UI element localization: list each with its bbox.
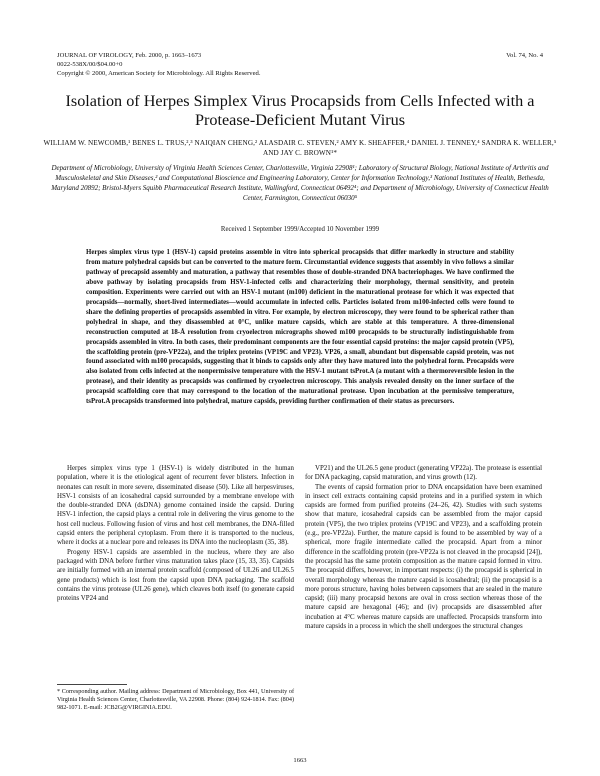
- body-paragraph: The events of capsid formation prior to DNA encapsidation have been examined in insect cell extracts containing capsid proteins and in a purified system in which capsids are formed from purified proteins (24–26, 42). Studies with such systems show that mature, icosahedral capsids can be assembled from the major capsid protein (VP5), the two triplex proteins (VP19C and VP23), and a scaffolding protein (e.g., pre-VP22a). Further, the mature capsid is found to be assembled by way of a spherical, more fragile intermediate called the procapsid. Apart from a minor difference in the scaffolding protein (pre-VP22a is not cleaved in the procapsid [24]), the procapsid has the same protein composition as the mature capsid formed in vitro. The procapsid differs, however, in important respects: (i) the procapsid is spherical in overall morphology whereas the mature capsid is icosahedral; (ii) the procapsid is a more porous structure, having holes between capsomers that are sealed in the mature capsid; (iii) many procapsid hexons are oval in cross section whereas those of the mature capsid are hexagonal (46); and (iv) procapsids are disassembled after incubation at 4°C whereas mature capsids are unaffected. Procapsids transform into mature capsids in a process in which the shell undergoes the structural changes: [305, 483, 542, 631]
- issn-line: 0022-538X/00/$04.00+0: [57, 61, 123, 68]
- running-header: [57, 51, 543, 78]
- body-paragraph: Progeny HSV-1 capsids are assembled in the nucleus, where they are also packaged with DNA before further virus maturation takes place (15, 33, 35). Capsids are initially formed with an internal protein scaffold (composed of UL26 and UL26.5 gene products) which is lost from the capsid upon DNA packaging. The scaffold contains the virus protease (UL26 gene), which cleaves both itself (to generate capsid proteins VP24 and: [57, 548, 294, 603]
- body-paragraph: Herpes simplex virus type 1 (HSV-1) is widely distributed in the human population, where it is the etiological agent of recurrent fever blisters. Infection in neonates can result in more severe, disseminated disease (50). Like all herpesviruses, HSV-1 consists of an icosahedral capsid surrounded by a membrane envelope with the double-stranded DNA (dsDNA) genome contained inside the capsid. During HSV-1 infection, the capsid plays a central role in delivering the virus genome to the host cell nucleus. Following fusion of virus and host cell membranes, the DNA-filled capsid enters the peripheral cytoplasm. From there it is transported to the nucleus, where it docks at a nuclear pore and releases its DNA into the nucleoplasm (35, 38).: [57, 465, 294, 547]
- abstract: Herpes simplex virus type 1 (HSV-1) capsid proteins assemble in vitro into spherical procapsids that differ markedly in structure and stability from mature polyhedral capsids but can be converted to the mature form. Circumstantial evidence suggests that assembly in vivo follows a similar pathway of procapsid assembly and maturation, a pathway that resembles those of double-stranded DNA bacteriophages. We have confirmed the above pathway by isolating procapsids from HSV-1-infected cells and characterizing their morphology, thermal sensitivity, and protein composition. Experiments were carried out with an HSV-1 mutant (m100) deficient in the maturational protease for which it was expected that procapsids—normally, short-lived intermediates—would accumulate in infected cells. Particles isolated from m100-infected cells were found to share the defining properties of procapsids assembled in vitro. For example, by electron microscopy, they were found to be spherical rather than polyhedral in shape, and they disassembled at 0°C, unlike mature capsids, which are stable at this temperature. A three-dimensional reconstruction computed at 18-Å resolution from cryoelectron micrographs showed m100 procapsids to be structurally indistinguishable from procapsids assembled in vitro. In both cases, their predominant components are the four essential capsid proteins: the major capsid protein (VP5), the scaffolding protein (pre-VP22a), and the triplex proteins (VP19C and VP23). VP26, a small, abundant but dispensable capsid protein, was not found associated with m100 procapsids, suggesting that it binds to capsids only after they have matured into the polyhedral form. Procapsids were also isolated from cells infected at the nonpermissive temperature with the HSV-1 mutant tsProt.A (a mutant with a thermoreversible lesion in the protease), and their identity as procapsids was confirmed by cryoelectron microscopy. This analysis revealed density on the inner surface of the procapsid scaffolding core that may correspond to the location of the maturational protease. Upon incubation at the permissive temperature, tsProt.A procapsids transformed into polyhedral, mature capsids, providing further confirmation of their status as precursors.: [86, 249, 514, 406]
- body-column-left: [57, 464, 294, 603]
- page-number: 1663: [293, 757, 307, 764]
- corresponding-author-footnote: * Corresponding author. Mailing address: Department of Microbiology, Box 441, University of Virginia Health Sciences Center, Charlottesville, VA 22908. Phone: (804) 924-1814. Fax: (804) 982-1071. E-mail: JCB2G@VIRGINIA.EDU.: [57, 688, 294, 712]
- volume-issue: Vol. 74, No. 4: [506, 52, 543, 59]
- article-title: Isolation of Herpes Simplex Virus Procapsids from Cells Infected with a Protease-Deficient Mutant Virus: [65, 92, 535, 129]
- copyright-line: Copyright © 2000, American Society for Microbiology. All Rights Reserved.: [57, 70, 261, 77]
- author-list: WILLIAM W. NEWCOMB,¹ BENES L. TRUS,²,³ NAIQIAN CHENG,² ALASDAIR C. STEVEN,² AMY K. SHEAFFER,⁴ DANIEL J. TENNEY,⁴ SANDRA K. WELLER,⁵ AND JAY C. BROWN¹*: [43, 139, 557, 157]
- journal-citation: JOURNAL OF VIROLOGY, Feb. 2000, p. 1663–1673: [57, 52, 202, 59]
- received-dates: Received 1 September 1999/Accepted 10 November 1999: [220, 226, 380, 233]
- body-paragraph: VP21) and the UL26.5 gene product (generating VP22a). The protease is essential for DNA packaging, capsid maturation, and virus growth (12).: [305, 465, 542, 482]
- affiliations: Department of Microbiology, University of Virginia Health Sciences Center, Charlottesville, Virginia 22908¹; Laboratory of Structural Biology, National Institute of Arthritis and Musculoskeletal and Skin Diseases,² and Computational Bioscience and Engineering Laboratory, Center for Information Technology,³ National Institutes of Health, Bethesda, Maryland 20892; Bristol-Myers Squibb Pharmaceutical Research Institute, Wallingford, Connecticut 06492⁴; and Department of Microbiology, University of Connecticut Health Center, Farmington, Connecticut 06030⁵: [51, 164, 549, 202]
- body-column-right: [305, 464, 542, 631]
- footnote-divider: [57, 684, 127, 685]
